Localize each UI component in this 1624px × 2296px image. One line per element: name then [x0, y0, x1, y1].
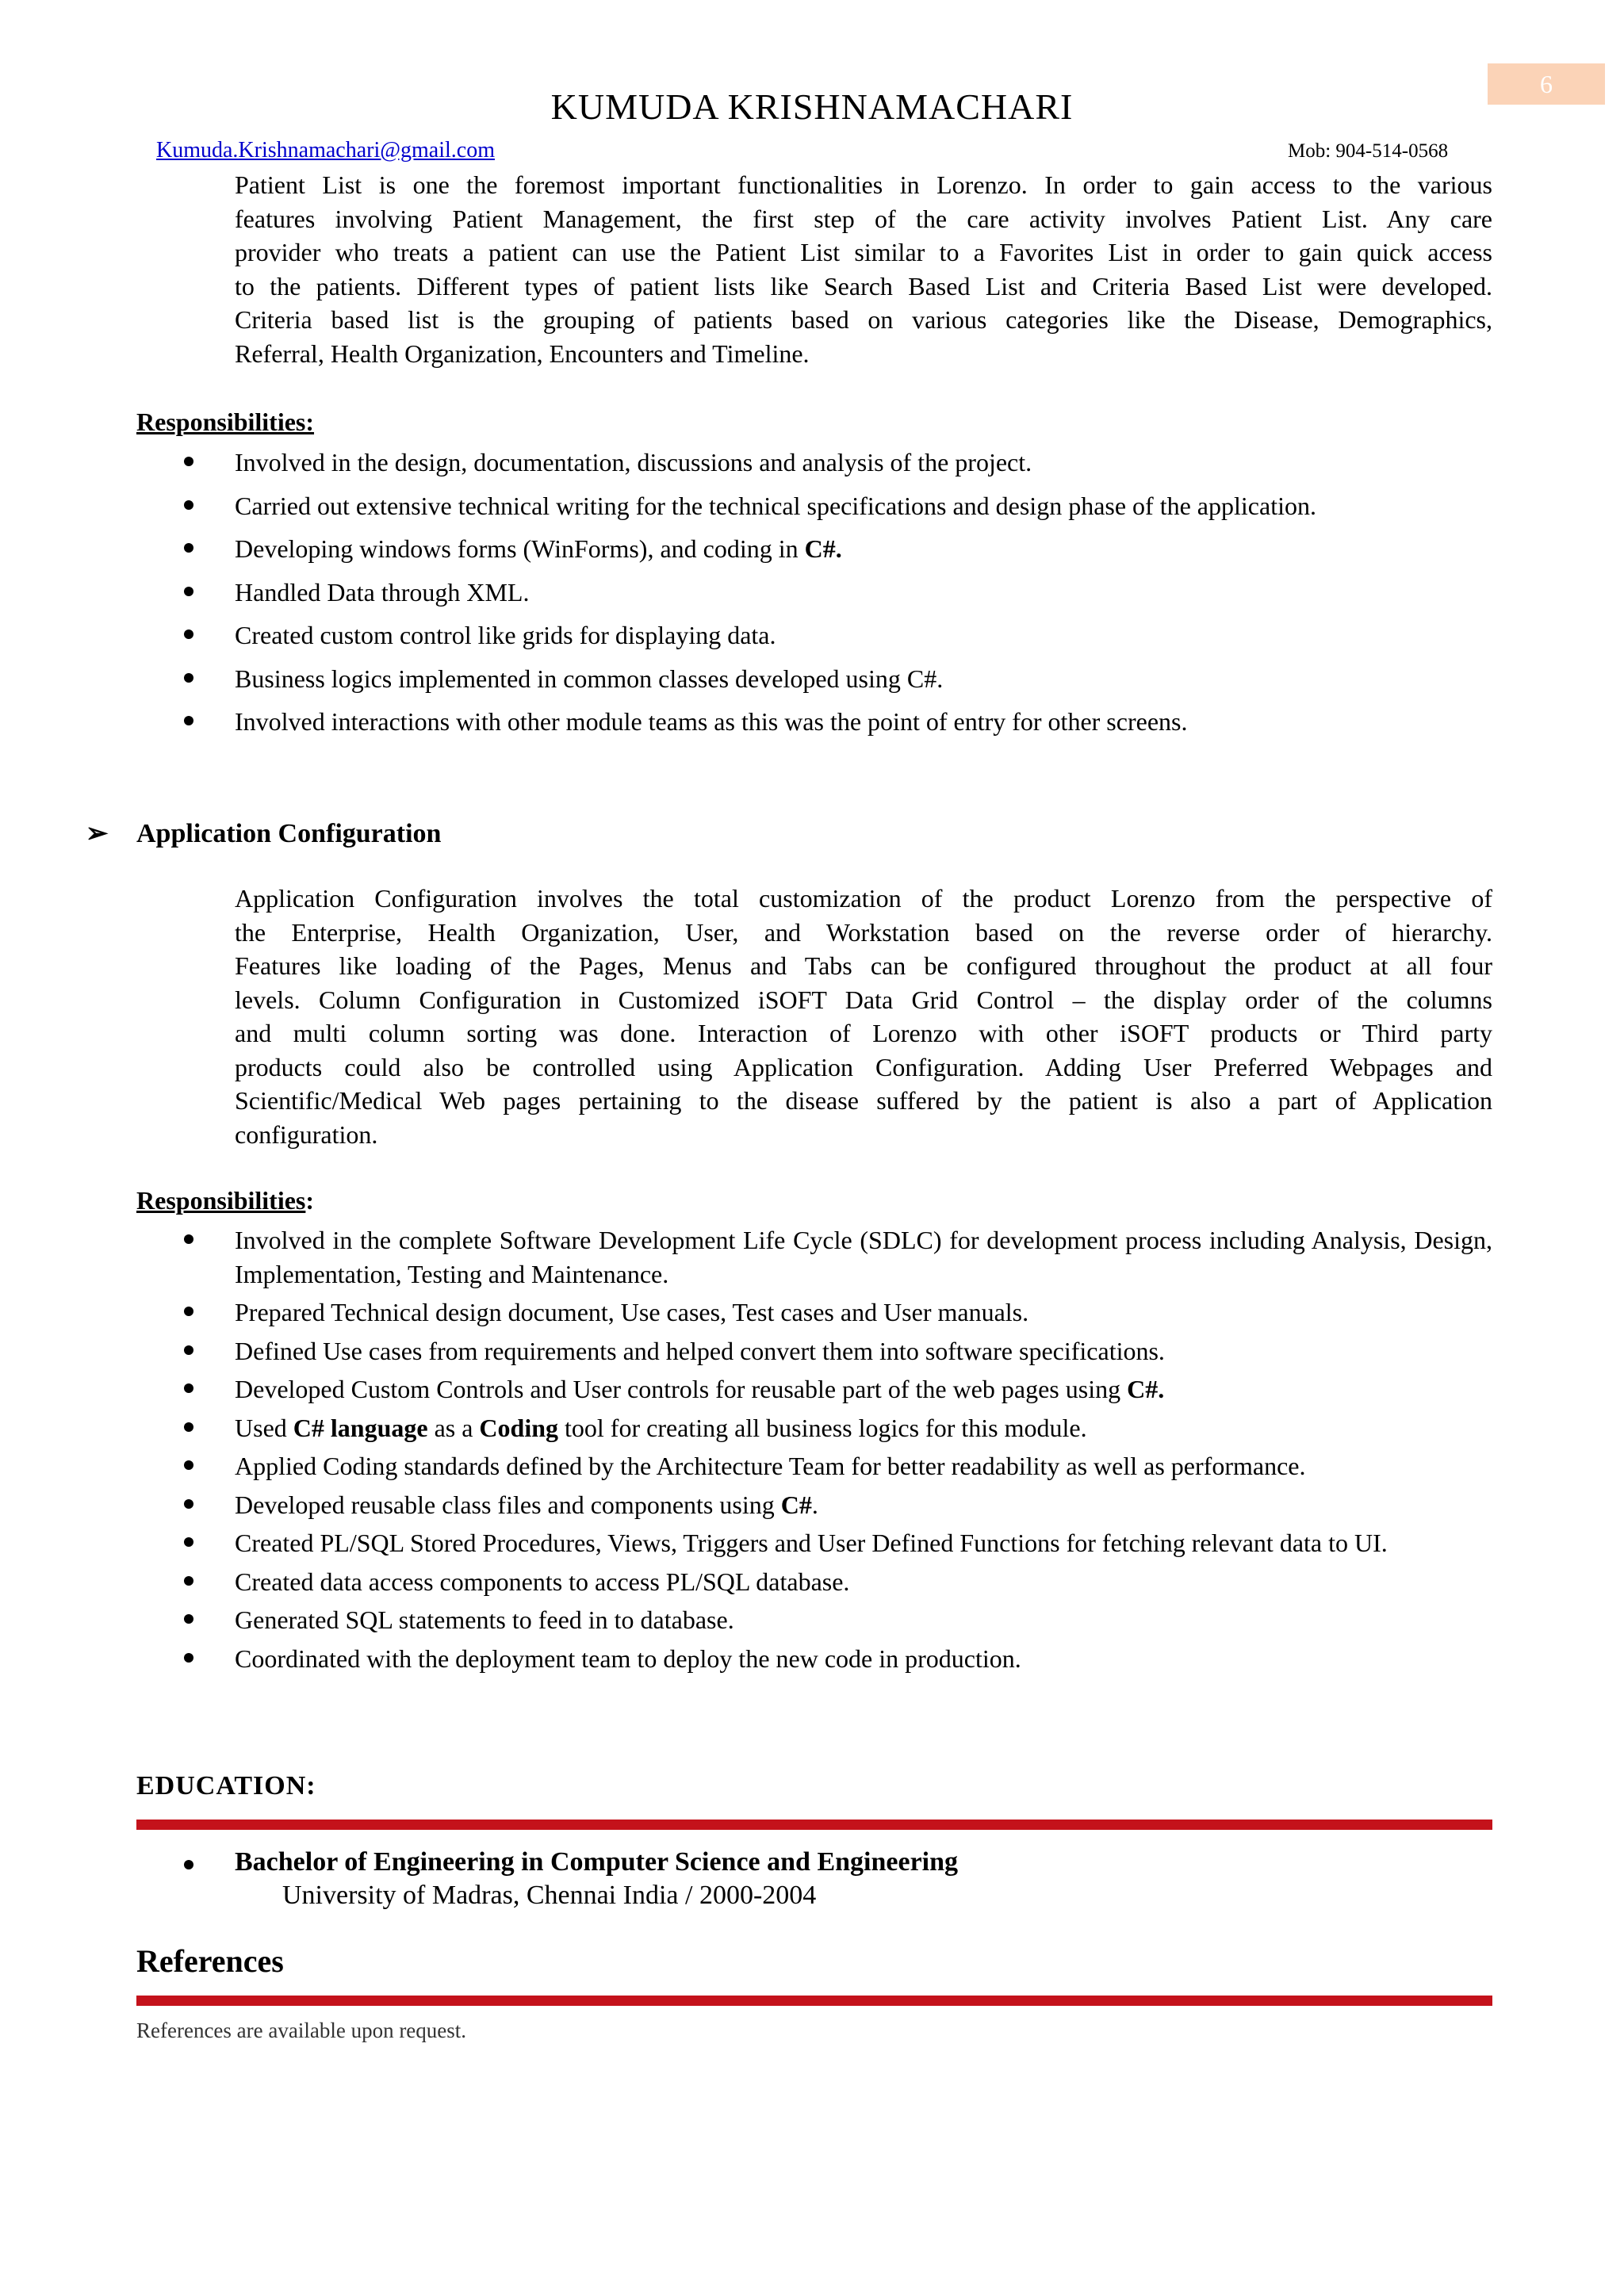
bullet-icon	[184, 716, 193, 725]
arrow-bullet-icon: ➢	[86, 819, 109, 848]
list-item	[0, 1565, 1624, 1599]
candidate-name: KUMUDA KRISHNAMACHARI	[550, 86, 1074, 127]
responsibilities-heading-text: Responsibilities:	[136, 408, 315, 436]
text-line: Scientific/Medical Web pages pertaining to the disease suffered by the patient is also a part of Application	[235, 1086, 1492, 1115]
list-item	[0, 1488, 1624, 1522]
bullet-icon	[184, 1614, 193, 1624]
responsibilities-heading-2	[136, 1184, 314, 1216]
text-line: the Enterprise, Health Organization, User, and Workstation based on the reverse order of hierarchy.	[235, 917, 1492, 947]
references-divider	[136, 1996, 1492, 2006]
list-item	[0, 1642, 1624, 1676]
bullet-icon	[184, 457, 193, 466]
section-title: Application Configuration	[136, 819, 442, 848]
text-line: levels. Column Configuration in Customized iSOFT Data Grid Control – the display order of the columns	[235, 985, 1492, 1014]
responsibilities-heading-text: Responsibilities	[136, 1186, 306, 1215]
text-line: Application Configuration involves the total customization of the product Lorenzo from the perspective of	[235, 884, 1492, 913]
application-configuration-heading	[86, 818, 441, 850]
list-item	[0, 618, 1624, 652]
list-item-text	[235, 532, 1492, 566]
list-item-text: Handled Data through XML.	[235, 577, 530, 607]
education-heading: EDUCATION:	[136, 1771, 316, 1800]
list-item	[0, 532, 1624, 566]
bullet-icon	[184, 1653, 193, 1663]
list-item-text: Generated SQL statements to feed in to database.	[235, 1605, 734, 1634]
list-item-text: Defined Use cases from requirements and helped convert them into software specifications.	[235, 1336, 1165, 1365]
list-item-text: Prepared Technical design document, Use cases, Test cases and User manuals.	[235, 1298, 1029, 1326]
list-item-text: Involved in the complete Software Development Life Cycle (SDLC) for development process including Analysis, Design, Implementation, Testing and Maintenance.	[235, 1226, 1492, 1288]
text-line: Criteria based list is the grouping of patients based on various categories like the Disease, Demographics,	[235, 305, 1492, 334]
list-item-text: Developed Custom Controls and User controls for reusable part of the web pages using C#.	[235, 1375, 1165, 1403]
list-item	[0, 1223, 1624, 1291]
bullet-icon	[184, 587, 193, 596]
list-item-text: Created data access components to access PL/SQL database.	[235, 1567, 850, 1596]
education-divider	[136, 1820, 1492, 1830]
text-line: provider who treats a patient can use the Patient List similar to a Favorites List in order to gain quick access	[235, 238, 1492, 266]
patient-list-responsibilities	[0, 446, 1624, 739]
mobile-number: Mob: 904-514-0568	[1288, 140, 1449, 162]
references-text: References are available upon request.	[136, 2019, 467, 2042]
patient-list-description	[235, 168, 1492, 370]
list-item-text: Used C# language as a Coding tool for creating all business logics for this module.	[235, 1413, 1087, 1442]
list-item	[0, 1295, 1624, 1330]
text-line: features involving Patient Management, the first step of the care activity involves Patient List. Any care	[235, 204, 1492, 233]
bullet-icon	[184, 1383, 193, 1393]
text-line: Features like loading of the Pages, Menus and Tabs can be configured throughout the product at all four	[235, 951, 1492, 980]
app-config-responsibilities	[0, 1223, 1624, 1675]
text-line: Patient List is one the foremost important functionalities in Lorenzo. In order to gain access to the various	[235, 170, 1492, 199]
list-item	[0, 705, 1624, 739]
bullet-icon	[184, 500, 193, 510]
list-item	[0, 1449, 1624, 1483]
bullet-icon	[184, 673, 193, 683]
list-item	[0, 576, 1624, 610]
text-line: and multi column sorting was done. Interaction of Lorenzo with other iSOFT products or Third party	[235, 1019, 1492, 1047]
list-item-text: Coordinated with the deployment team to deploy the new code in production.	[235, 1644, 1021, 1673]
list-item	[0, 1334, 1624, 1368]
bullet-icon	[184, 1537, 193, 1547]
list-item-text: Developed reusable class files and components using C#.	[235, 1490, 818, 1519]
list-item	[0, 1372, 1624, 1406]
bullet-icon	[184, 1576, 193, 1586]
text-line: Referral, Health Organization, Encounters and Timeline.	[235, 339, 810, 368]
list-item-text: Involved interactions with other module teams as this was the point of entry for other screens.	[235, 707, 1188, 736]
list-item-text: Business logics implemented in common classes developed using C#.	[235, 664, 944, 693]
bullet-icon	[184, 629, 193, 639]
list-item-text: Created custom control like grids for displaying data.	[235, 621, 776, 649]
page-number-badge: 6	[1488, 63, 1605, 105]
list-item	[0, 1411, 1624, 1445]
heading-colon: :	[305, 1186, 315, 1215]
application-configuration-description	[235, 882, 1492, 1151]
bullet-icon	[184, 1499, 193, 1509]
list-item-bold: C#.	[804, 534, 842, 563]
list-item-text-part: Developing windows forms (WinForms), and coding in	[235, 534, 805, 563]
list-item	[0, 1603, 1624, 1637]
bullet-icon	[184, 1460, 193, 1470]
responsibilities-heading	[136, 406, 314, 438]
list-item-text: Applied Coding standards defined by the Architecture Team for better readability as well as performance.	[235, 1452, 1306, 1480]
references-heading: References	[136, 1943, 284, 1979]
bullet-icon	[184, 1345, 193, 1355]
list-item-text: Involved in the design, documentation, discussions and analysis of the project.	[235, 448, 1032, 476]
bullet-icon	[184, 1860, 193, 1869]
list-item-text: Created PL/SQL Stored Procedures, Views, Triggers and User Defined Functions for fetching relevant data to UI.	[235, 1529, 1388, 1557]
text-line: configuration.	[235, 1119, 378, 1149]
degree-title: Bachelor of Engineering in Computer Science and Engineering	[235, 1847, 959, 1877]
text-line: to the patients. Different types of patient lists like Search Based List and Criteria Based List were developed.	[235, 271, 1492, 300]
list-item-text: Carried out extensive technical writing for the technical specifications and design phase of the application.	[235, 491, 1316, 520]
text-line: products could also be controlled using Application Configuration. Adding User Preferred Webpages and	[235, 1052, 1492, 1081]
list-item	[0, 1526, 1624, 1560]
list-item	[0, 446, 1624, 480]
list-item	[0, 662, 1624, 696]
bullet-icon	[184, 1307, 193, 1316]
bullet-icon	[184, 1422, 193, 1432]
bullet-icon	[184, 1234, 193, 1244]
university-line: University of Madras, Chennai India / 2000-2004	[282, 1881, 817, 1910]
bullet-icon	[184, 543, 193, 553]
email-link[interactable]: Kumuda.Krishnamachari@gmail.com	[156, 138, 495, 163]
list-item	[0, 489, 1624, 523]
